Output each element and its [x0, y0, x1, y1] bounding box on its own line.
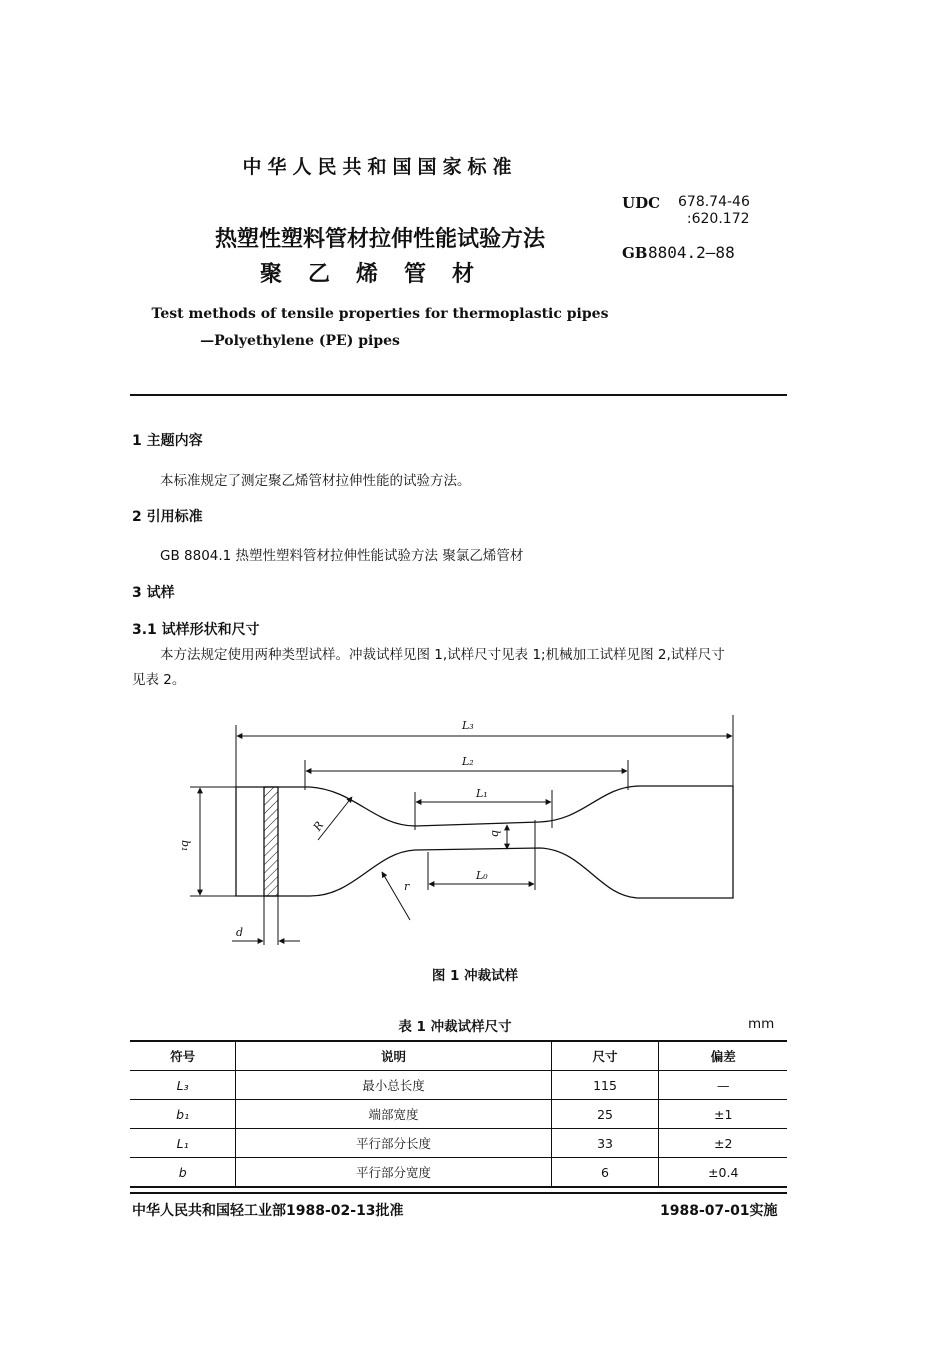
- gb-number: 8804.2—88: [648, 243, 735, 262]
- section-3-heading: 3 试样: [132, 585, 175, 601]
- cell-size: 25: [551, 1100, 659, 1129]
- figure-1-caption: 图 1 冲裁试样: [431, 968, 519, 984]
- col-symbol: 符号: [130, 1041, 236, 1071]
- label-L3: L₃: [462, 719, 474, 732]
- table-header-row: [130, 1041, 787, 1071]
- cell-tolerance: ±1: [659, 1100, 787, 1129]
- english-title: Test methods of tensile properties for thermoplastic pipes: [151, 306, 609, 322]
- cell-symbol: L₃: [130, 1071, 236, 1100]
- label-L2: L₂: [462, 755, 474, 768]
- thickness-section: [264, 787, 278, 896]
- section-3-1-text-cont: 见表 2。: [132, 672, 186, 688]
- cell-size: 6: [551, 1158, 659, 1188]
- label-r: r: [404, 880, 410, 893]
- table-row: [130, 1158, 787, 1188]
- table-row: [130, 1129, 787, 1158]
- cell-tolerance: ±2: [659, 1129, 787, 1158]
- udc-label: UDC: [622, 194, 661, 212]
- cell-description: 平行部分宽度: [236, 1158, 551, 1188]
- label-d: d: [236, 926, 244, 939]
- cell-size: 115: [551, 1071, 659, 1100]
- cell-description: 端部宽度: [236, 1100, 551, 1129]
- approval-line: 中华人民共和国轻工业部1988-02-13批准: [132, 1203, 404, 1219]
- cell-tolerance: —: [659, 1071, 787, 1100]
- english-subtitle: —Polyethylene (PE) pipes: [200, 333, 400, 349]
- cell-symbol: b: [130, 1158, 236, 1188]
- label-b: b: [489, 830, 502, 838]
- col-tolerance: 偏差: [659, 1041, 787, 1071]
- section-1-heading: 1 主题内容: [132, 433, 203, 449]
- cell-description: 平行部分长度: [236, 1129, 551, 1158]
- document-subtitle: 聚乙烯管材: [259, 262, 500, 287]
- label-R: R: [310, 819, 327, 834]
- udc-value: 678.74-46 :620.172: [678, 194, 750, 227]
- cell-symbol: L₁: [130, 1129, 236, 1158]
- label-L1: L₁: [476, 787, 488, 800]
- label-L0: L₀: [476, 869, 488, 882]
- col-description: 说明: [236, 1041, 551, 1071]
- cell-description: 最小总长度: [236, 1071, 551, 1100]
- section-2-heading: 2 引用标准: [132, 509, 203, 525]
- cell-size: 33: [551, 1129, 659, 1158]
- section-1-text: 本标准规定了测定聚乙烯管材拉伸性能的试验方法。: [160, 473, 471, 489]
- section-3-1-heading: 3.1 试样形状和尺寸: [132, 622, 260, 638]
- section-2-text: GB 8804.1 热塑性塑料管材拉伸性能试验方法 聚氯乙烯管材: [160, 548, 524, 564]
- label-b1: b₁: [179, 840, 192, 852]
- section-3-1-text: 本方法规定使用两种类型试样。冲裁试样见图 1,试样尺寸见表 1;机械加工试样见图 2,试样尺寸: [160, 647, 725, 663]
- radius-R-leader: [318, 797, 352, 840]
- table-1-caption: 表 1 冲裁试样尺寸: [398, 1019, 512, 1035]
- cell-tolerance: ±0.4: [659, 1158, 787, 1188]
- footer-divider: [130, 1192, 787, 1194]
- standard-organization: 中华人民共和国国家标准: [242, 156, 518, 178]
- table-1-unit: mm: [748, 1016, 775, 1032]
- implementation-date: 1988-07-01实施: [660, 1203, 778, 1219]
- gb-label: GB: [622, 244, 648, 262]
- table-row: [130, 1100, 787, 1129]
- table-row: [130, 1071, 787, 1100]
- dimensions-table: [130, 1040, 787, 1188]
- document-title: 热塑性塑料管材拉伸性能试验方法: [214, 227, 545, 252]
- cell-symbol: b₁: [130, 1100, 236, 1129]
- col-size: 尺寸: [551, 1041, 659, 1071]
